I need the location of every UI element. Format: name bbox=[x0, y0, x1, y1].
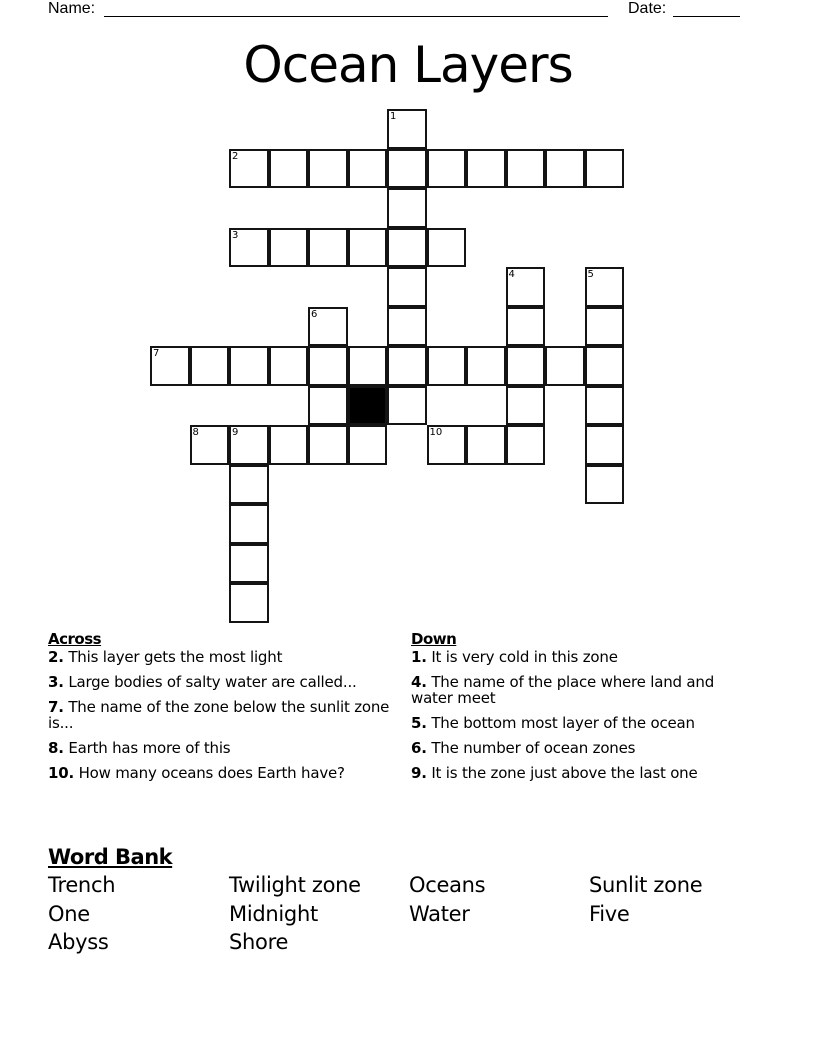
grid-cell[interactable] bbox=[229, 149, 269, 189]
word-bank-word: Sunlit zone bbox=[589, 873, 703, 897]
word-bank-word: Twilight zone bbox=[229, 873, 361, 897]
down-clue bbox=[411, 649, 756, 665]
grid-cell[interactable] bbox=[506, 346, 546, 386]
clue-number: 10. bbox=[48, 764, 74, 782]
grid-cell[interactable] bbox=[348, 228, 388, 268]
grid-cell[interactable] bbox=[269, 346, 309, 386]
clue-text: This layer gets the most light bbox=[68, 648, 283, 666]
grid-cell[interactable] bbox=[308, 346, 348, 386]
clue-text: The bottom most layer of the ocean bbox=[431, 714, 695, 732]
clue-text: It is very cold in this zone bbox=[431, 648, 618, 666]
grid-cell[interactable] bbox=[585, 307, 625, 347]
grid-cell[interactable] bbox=[427, 425, 467, 465]
clue-number: 9. bbox=[411, 764, 427, 782]
clue-text: How many oceans does Earth have? bbox=[78, 764, 345, 782]
grid-cell[interactable] bbox=[466, 149, 506, 189]
grid-cell[interactable] bbox=[427, 149, 467, 189]
grid-cell[interactable] bbox=[585, 425, 625, 465]
grid-cell[interactable] bbox=[427, 228, 467, 268]
clue-number: 10 bbox=[429, 427, 443, 438]
clue-number: 6. bbox=[411, 739, 427, 757]
black-cell bbox=[348, 386, 388, 426]
clue-text: The name of the zone below the sunlit zone is... bbox=[48, 698, 390, 732]
grid-cell[interactable] bbox=[387, 188, 427, 228]
clue-number: 3 bbox=[232, 229, 239, 241]
grid-cell[interactable] bbox=[387, 307, 427, 347]
grid-cell[interactable] bbox=[506, 386, 546, 426]
grid-cell[interactable] bbox=[506, 425, 546, 465]
grid-cell[interactable] bbox=[348, 149, 388, 189]
clue-number: 3. bbox=[48, 673, 64, 691]
across-clue bbox=[48, 674, 393, 690]
clue-number: 4. bbox=[411, 673, 427, 691]
across-clue bbox=[48, 699, 393, 731]
clue-number: 2 bbox=[232, 150, 239, 162]
page-title: Ocean Layers bbox=[243, 36, 573, 94]
word-bank-word: Midnight bbox=[229, 901, 318, 926]
grid-cell[interactable] bbox=[585, 465, 625, 505]
down-clue bbox=[411, 674, 756, 706]
grid-cell[interactable] bbox=[190, 425, 230, 465]
across-clue bbox=[48, 649, 393, 665]
grid-cell[interactable] bbox=[150, 346, 190, 386]
clue-number: 5. bbox=[411, 714, 427, 732]
grid-cell[interactable] bbox=[229, 465, 269, 505]
grid-cell[interactable] bbox=[506, 149, 546, 189]
grid-cell[interactable] bbox=[387, 149, 427, 189]
word-bank-word: One bbox=[48, 901, 90, 926]
clue-number: 4 bbox=[508, 269, 515, 280]
word-bank-word: Oceans bbox=[409, 873, 486, 897]
grid-cell[interactable] bbox=[585, 346, 625, 386]
down-heading: Down bbox=[411, 630, 457, 648]
grid-cell[interactable] bbox=[308, 425, 348, 465]
grid-cell[interactable] bbox=[387, 109, 427, 149]
across-clues bbox=[48, 630, 393, 790]
grid-cell[interactable] bbox=[269, 228, 309, 268]
word-bank-word: Shore bbox=[229, 930, 289, 954]
grid-cell[interactable] bbox=[545, 149, 585, 189]
grid-cell[interactable] bbox=[229, 583, 269, 623]
grid-cell[interactable] bbox=[308, 149, 348, 189]
grid-cell[interactable] bbox=[348, 425, 388, 465]
clue-number: 1 bbox=[390, 111, 397, 122]
grid-cell[interactable] bbox=[308, 386, 348, 426]
grid-cell[interactable] bbox=[427, 346, 467, 386]
down-clues bbox=[411, 630, 756, 790]
grid-cell[interactable] bbox=[229, 544, 269, 584]
clue-number: 2. bbox=[48, 648, 64, 666]
word-bank-word: Water bbox=[409, 901, 470, 926]
grid-cell[interactable] bbox=[387, 267, 427, 307]
grid-cell[interactable] bbox=[466, 346, 506, 386]
grid-cell[interactable] bbox=[190, 346, 230, 386]
clue-text: Earth has more of this bbox=[68, 739, 231, 757]
grid-cell[interactable] bbox=[229, 346, 269, 386]
clue-number: 9 bbox=[232, 427, 239, 438]
clue-text: The name of the place where land and water meet bbox=[411, 673, 715, 707]
name-label: Name: bbox=[48, 0, 96, 17]
word-bank-word: Trench bbox=[48, 873, 116, 897]
grid-cell[interactable] bbox=[229, 425, 269, 465]
grid-cell[interactable] bbox=[585, 267, 625, 307]
clue-number: 5 bbox=[587, 269, 594, 280]
down-clue bbox=[411, 740, 756, 756]
grid-cell[interactable] bbox=[269, 149, 309, 189]
clue-number: 8. bbox=[48, 739, 64, 757]
clue-number: 1. bbox=[411, 648, 427, 666]
across-clue-list bbox=[48, 649, 393, 781]
clue-text: The number of ocean zones bbox=[431, 739, 636, 757]
clue-number: 6 bbox=[311, 308, 318, 320]
grid-cell[interactable] bbox=[229, 228, 269, 268]
word-bank-heading: Word Bank bbox=[48, 845, 173, 869]
grid-cell[interactable] bbox=[506, 267, 546, 307]
word-bank bbox=[48, 843, 788, 957]
grid-cell[interactable] bbox=[387, 346, 427, 386]
grid-cell[interactable] bbox=[585, 386, 625, 426]
grid-cell[interactable] bbox=[545, 346, 585, 386]
clue-text: Large bodies of salty water are called... bbox=[68, 673, 357, 691]
down-clue bbox=[411, 715, 756, 731]
word-bank-list bbox=[48, 871, 788, 957]
clue-number: 7. bbox=[48, 698, 64, 716]
grid-cell[interactable] bbox=[348, 346, 388, 386]
grid-cell[interactable] bbox=[308, 307, 348, 347]
grid-cell[interactable] bbox=[466, 425, 506, 465]
down-clue bbox=[411, 765, 756, 781]
grid-cell[interactable] bbox=[387, 228, 427, 268]
across-clue bbox=[48, 765, 393, 781]
grid-cell[interactable] bbox=[585, 149, 625, 189]
grid-cell[interactable] bbox=[269, 425, 309, 465]
grid-cell[interactable] bbox=[308, 228, 348, 268]
clue-number: 7 bbox=[153, 348, 160, 359]
date-label: Date: bbox=[628, 0, 667, 17]
across-clue bbox=[48, 740, 393, 756]
across-heading: Across bbox=[48, 630, 102, 648]
down-clue-list bbox=[411, 649, 756, 781]
grid-cell[interactable] bbox=[506, 307, 546, 347]
word-bank-word: Five bbox=[589, 901, 630, 926]
word-bank-word: Abyss bbox=[48, 930, 109, 954]
grid-cell[interactable] bbox=[229, 504, 269, 544]
clue-text: It is the zone just above the last one bbox=[431, 764, 698, 782]
clue-number: 8 bbox=[192, 427, 199, 438]
grid-cell[interactable] bbox=[387, 386, 427, 426]
